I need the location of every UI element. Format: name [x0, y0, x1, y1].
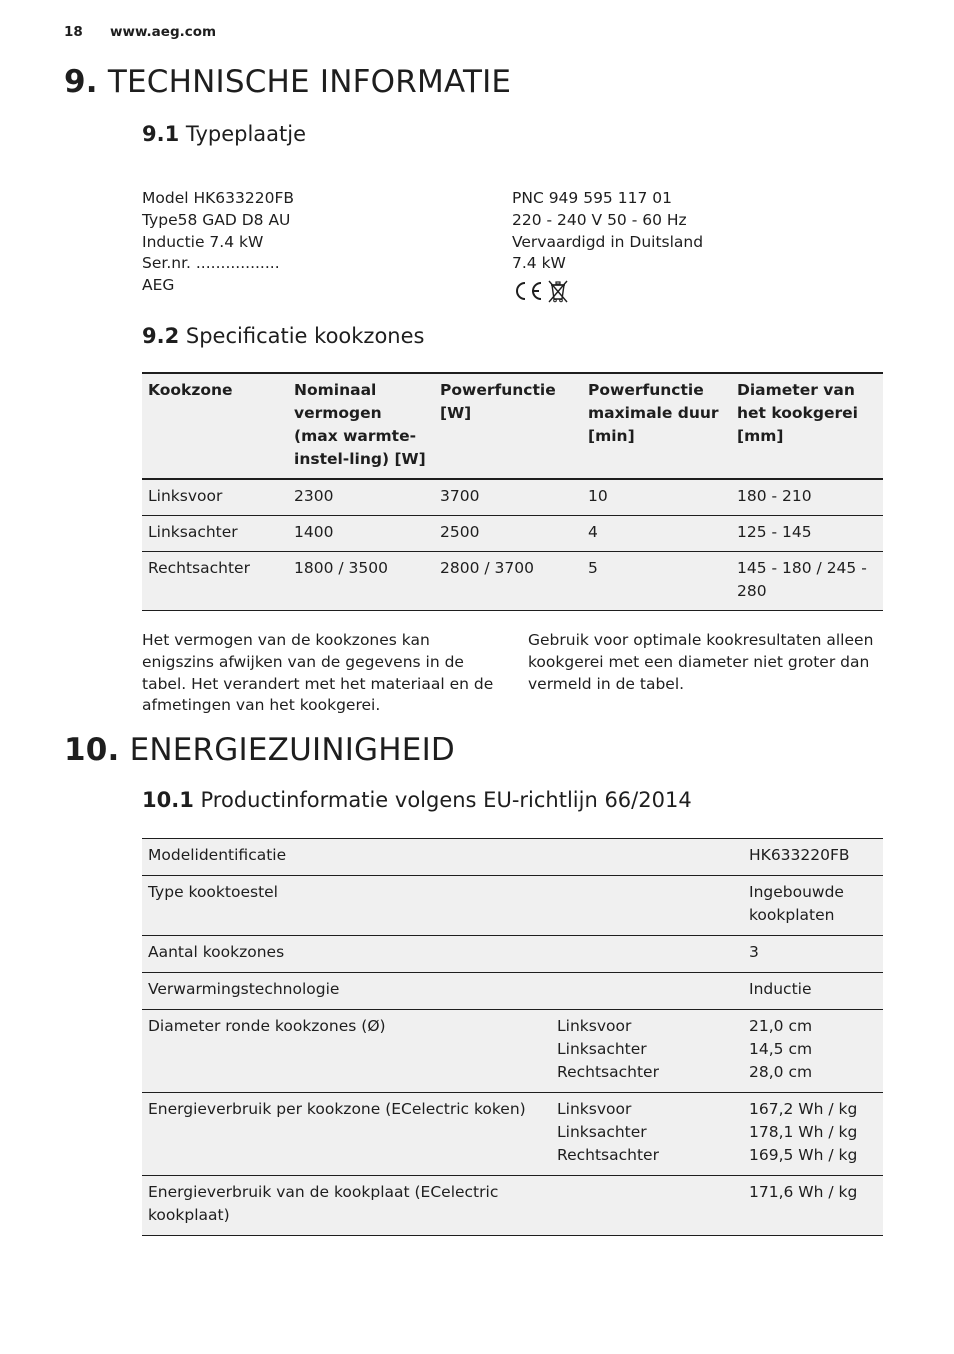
- plate-type: Type58 GAD D8 AU: [142, 210, 291, 229]
- plate-pnc: PNC 949 595 117 01: [512, 189, 672, 207]
- plate-serial: Ser.nr. .................: [142, 254, 280, 273]
- row-value-type: Ingebouwde kookplaten: [749, 883, 844, 924]
- table-row: [142, 552, 883, 611]
- subsection-9-2-number: 9.2: [142, 324, 180, 348]
- note-cookware-diameter: Gebruik voor optimale kookresultaten alleen kookgerei met een diameter niet groter dan vermeld in de tabel.: [528, 631, 874, 693]
- row-label-diameter: Diameter ronde kookzones (Ø): [148, 1017, 386, 1035]
- subsection-9-2-title: [142, 324, 424, 348]
- table-row: [142, 973, 883, 1010]
- consumption-zone-list: [551, 1093, 743, 1176]
- table-cell: 4: [588, 523, 598, 541]
- plate-inductie: Inductie 7.4 kW: [142, 232, 264, 251]
- plate-brand: AEG: [142, 276, 175, 295]
- row-label-total: Energieverbruik van de kookplaat (ECelectric kookplaat): [148, 1183, 499, 1224]
- ce-mark-icon: [512, 280, 544, 302]
- table-cell: 10: [588, 487, 608, 505]
- diameter-value-list: [743, 1010, 883, 1093]
- row-value-total: 171,6 Wh / kg: [749, 1183, 858, 1201]
- section-9-title: [64, 64, 511, 100]
- row-label-consumption: Energieverbruik per kookzone (ECelectric koken): [148, 1100, 526, 1118]
- rating-plate-right: [512, 188, 703, 303]
- zone-value: 178,1 Wh / kg: [749, 1123, 858, 1141]
- section-9-title-text: TECHNISCHE INFORMATIE: [107, 64, 512, 100]
- row-value-zones: 3: [749, 943, 759, 961]
- zone-value: 169,5 Wh / kg: [749, 1146, 858, 1164]
- zone-name: Rechtsachter: [557, 1146, 659, 1164]
- table-cell: 5: [588, 559, 598, 577]
- energy-info-table: [142, 838, 883, 1236]
- page-number: 18: [64, 24, 83, 40]
- spec-header-kookzone: Kookzone: [148, 381, 233, 399]
- plate-power: 7.4 kW: [512, 254, 566, 273]
- row-label-zones: Aantal kookzones: [148, 943, 285, 961]
- subsection-10-1-number: 10.1: [142, 788, 194, 812]
- zone-value: 14,5 cm: [749, 1040, 813, 1058]
- table-row: [142, 1010, 883, 1093]
- subsection-10-1-title: [142, 788, 692, 812]
- subsection-9-1-title: [142, 122, 306, 146]
- table-cell: Linksachter: [148, 523, 238, 541]
- certification-marks: [512, 279, 703, 303]
- table-cell: 2500: [440, 523, 480, 541]
- subsection-9-2-text: Specificatie kookzones: [185, 324, 425, 348]
- table-cell: 2800 / 3700: [440, 559, 534, 577]
- row-label-model: Modelidentificatie: [148, 846, 287, 864]
- page-header: [64, 24, 216, 40]
- table-cell: Rechtsachter: [148, 559, 250, 577]
- section-10-number: 10.: [64, 732, 120, 768]
- row-value-tech: Inductie: [749, 980, 812, 998]
- spec-header-nominal: Nominaal vermogen (max warmte-instel-ling) [W]: [294, 381, 426, 468]
- row-value-model: HK633220FB: [749, 846, 850, 864]
- table-cell: 1800 / 3500: [294, 559, 388, 577]
- zone-value: 21,0 cm: [749, 1017, 813, 1035]
- table-cell: 3700: [440, 487, 480, 505]
- spec-header-duration: Powerfunctie maximale duur [min]: [588, 381, 719, 445]
- cooking-zone-spec-table: [142, 372, 883, 611]
- diameter-zone-list: [551, 1010, 743, 1093]
- rating-plate-left: [142, 188, 294, 297]
- zone-name: Rechtsachter: [557, 1063, 659, 1081]
- row-label-tech: Verwarmingstechnologie: [148, 980, 340, 998]
- subsection-10-1-text: Productinformatie volgens EU-richtlijn 66/2014: [200, 788, 692, 812]
- zone-name: Linksachter: [557, 1123, 647, 1141]
- zone-name: Linksvoor: [557, 1017, 632, 1035]
- table-row: [142, 1176, 883, 1236]
- table-row: [142, 839, 883, 876]
- zone-value: 167,2 Wh / kg: [749, 1100, 858, 1118]
- consumption-value-list: [743, 1093, 883, 1176]
- table-cell: 2300: [294, 487, 334, 505]
- zone-value: 28,0 cm: [749, 1063, 813, 1081]
- zone-name: Linksachter: [557, 1040, 647, 1058]
- plate-model: Model HK633220FB: [142, 189, 295, 207]
- table-cell: 1400: [294, 523, 334, 541]
- table-cell: 180 - 210: [737, 487, 812, 505]
- table-row: [142, 936, 883, 973]
- spec-header-powerfunctie: Powerfunctie [W]: [440, 381, 556, 422]
- website-link[interactable]: www.aeg.com: [110, 24, 217, 40]
- spec-header-row: [142, 373, 883, 479]
- subsection-9-1-number: 9.1: [142, 122, 180, 146]
- spec-header-diameter: Diameter van het kookgerei [mm]: [737, 381, 858, 445]
- table-row: [142, 876, 883, 936]
- weee-bin-icon: [547, 279, 569, 303]
- zone-name: Linksvoor: [557, 1100, 632, 1118]
- subsection-9-1-text: Typeplaatje: [185, 122, 307, 146]
- table-cell: Linksvoor: [148, 487, 223, 505]
- table-row: [142, 479, 883, 516]
- table-row: [142, 1093, 883, 1176]
- table-row: [142, 516, 883, 552]
- section-10-title-text: ENERGIEZUINIGHEID: [129, 732, 455, 768]
- row-label-type: Type kooktoestel: [148, 883, 278, 901]
- section-9-number: 9.: [64, 64, 98, 100]
- section-10-title: [64, 732, 455, 768]
- table-cell: 145 - 180 / 245 - 280: [737, 559, 867, 600]
- empty-cell: [551, 1176, 743, 1236]
- plate-voltage: 220 - 240 V 50 - 60 Hz: [512, 210, 687, 229]
- note-power-deviation: Het vermogen van de kookzones kan enigszins afwijken van de gegevens in de tabel. Het verandert met het materiaal en de afmetingen van het kookgerei.: [142, 631, 494, 715]
- table-cell: 125 - 145: [737, 523, 812, 541]
- plate-origin: Vervaardigd in Duitsland: [512, 232, 704, 251]
